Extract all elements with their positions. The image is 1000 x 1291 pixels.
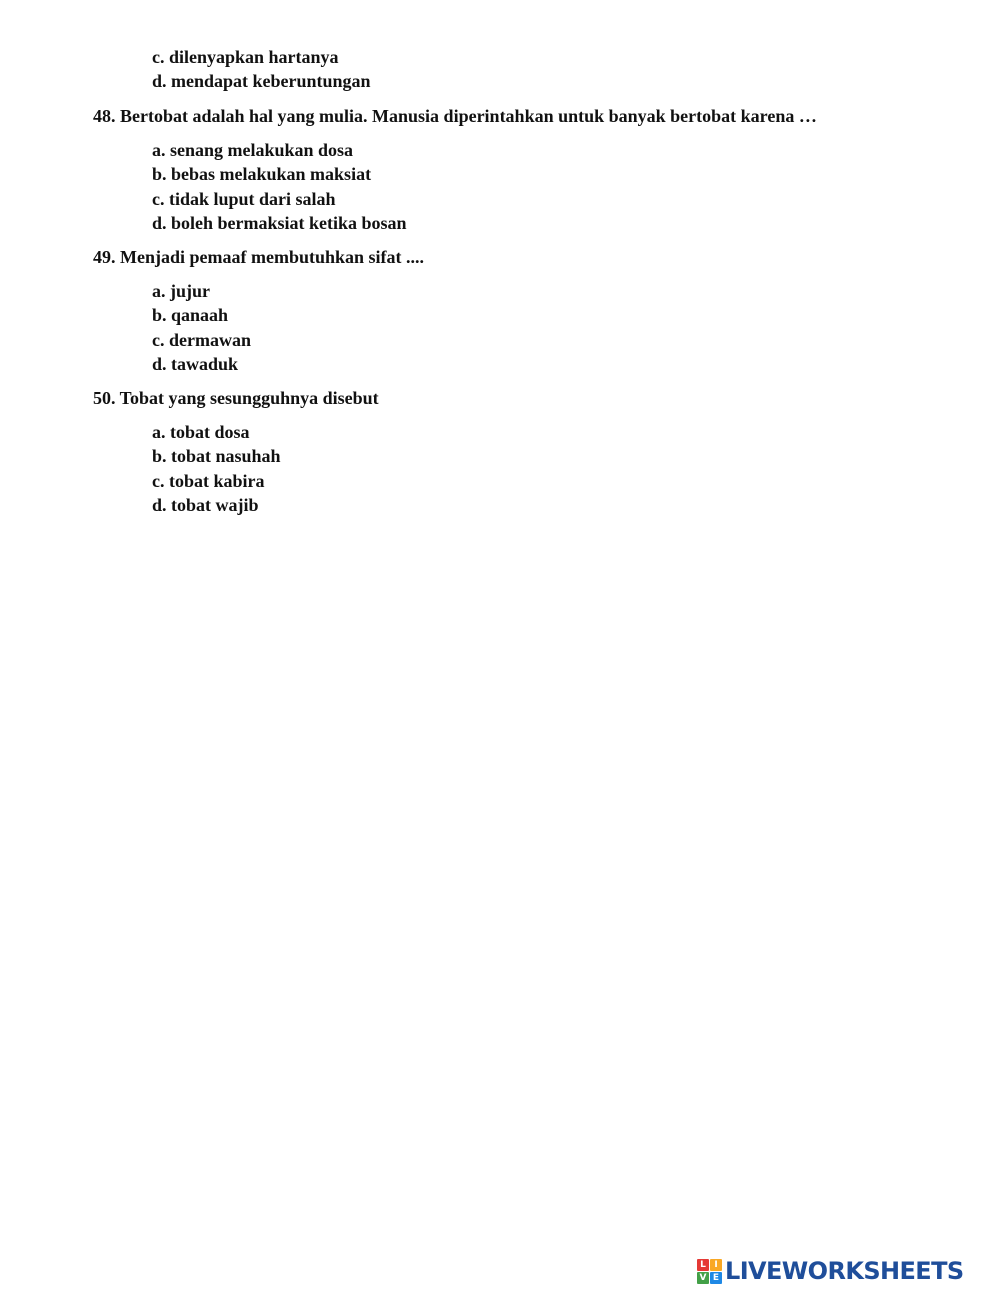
- option-49-a: a. jujur: [152, 281, 210, 301]
- option-48-b: b. bebas melakukan maksiat: [152, 164, 372, 185]
- question-50: 50. Tobat yang sesungguhnya disebut: [93, 388, 379, 408]
- question-48: 48. Bertobat adalah hal yang mulia. Manusia diperintahkan untuk banyak bertobat karena …: [93, 106, 817, 126]
- option-49-d: d. tawaduk: [152, 353, 239, 374]
- logo-tiles-icon: [697, 1259, 722, 1284]
- option-50-d: d. tobat wajib: [152, 494, 259, 515]
- option-49-c: c. dermawan: [152, 329, 251, 350]
- option-50-b: b. tobat nasuhah: [152, 446, 281, 467]
- logo-tile-v: V: [697, 1272, 709, 1284]
- option-47-c: c. dilenyapkan hartanya: [152, 47, 339, 67]
- logo-tile-e: E: [710, 1272, 722, 1284]
- option-50-c: c. tobat kabira: [152, 470, 265, 491]
- brand-wordmark: LIVEWORKSHEETS: [725, 1257, 964, 1285]
- question-49-options: [152, 279, 251, 376]
- question-47-options: [152, 45, 371, 94]
- logo-tile-l: L: [697, 1259, 709, 1271]
- liveworksheets-logo: [697, 1257, 964, 1285]
- logo-tile-i: I: [710, 1259, 722, 1271]
- option-48-a: a. senang melakukan dosa: [152, 140, 354, 160]
- option-47-d: d. mendapat keberuntungan: [152, 71, 371, 92]
- option-48-c: c. tidak luput dari salah: [152, 188, 336, 209]
- question-48-options: [152, 138, 407, 235]
- question-50-options: [152, 420, 281, 517]
- option-48-d: d. boleh bermaksiat ketika bosan: [152, 212, 407, 233]
- option-50-a: a. tobat dosa: [152, 422, 250, 442]
- question-49: 49. Menjadi pemaaf membutuhkan sifat ....: [93, 247, 425, 267]
- option-49-b: b. qanaah: [152, 305, 229, 326]
